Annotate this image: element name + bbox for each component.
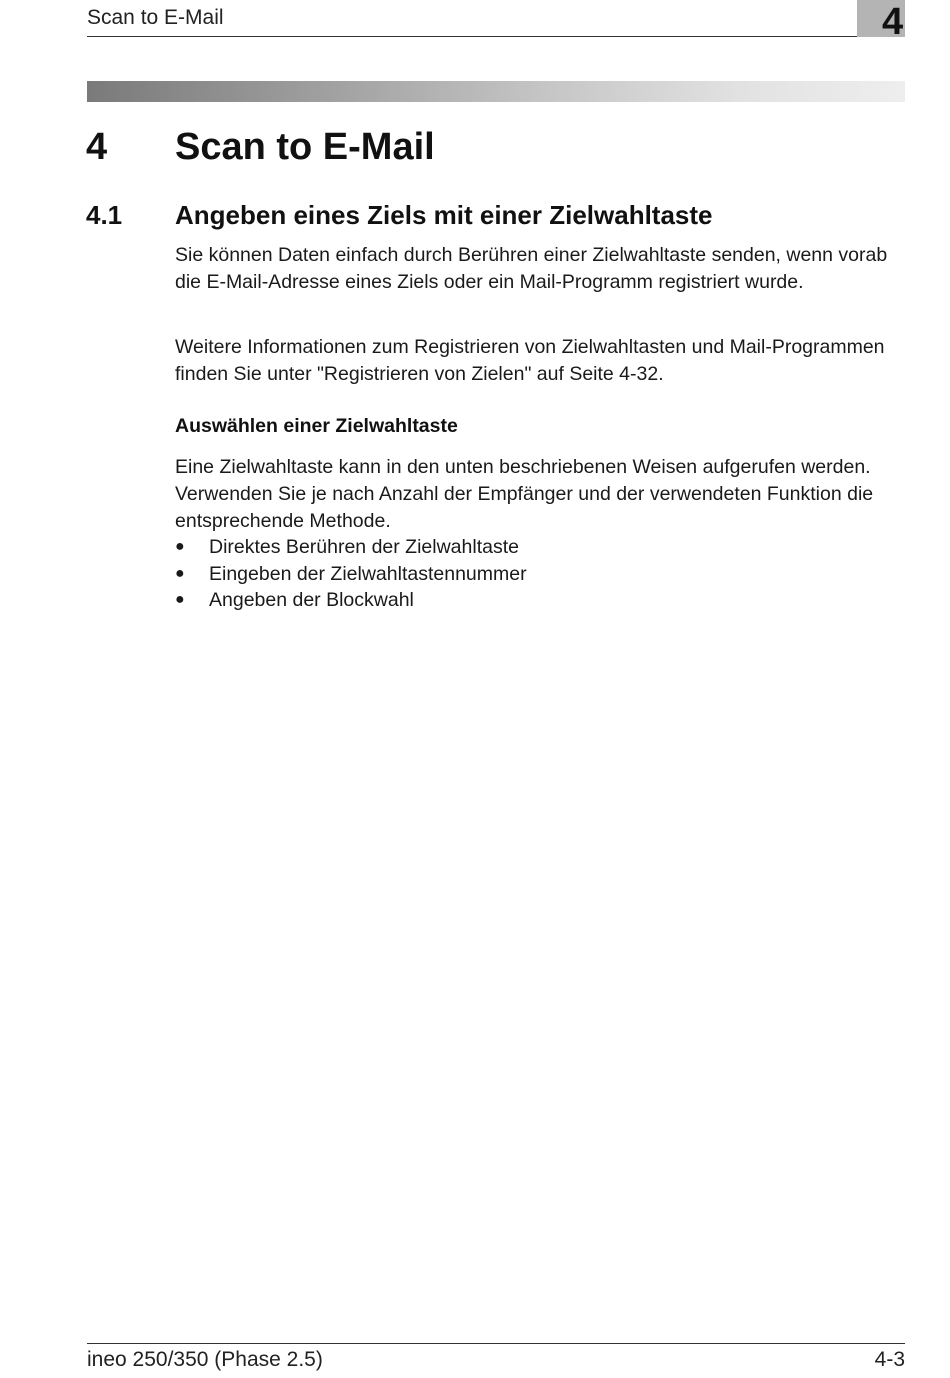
chapter-gradient-bar [87, 81, 905, 102]
list-item-text: Eingeben der Zielwahltastennummer [209, 562, 527, 585]
footer-product-name: ineo 250/350 (Phase 2.5) [87, 1348, 323, 1371]
list-item-text: Direktes Berühren der Zielwahltaste [209, 536, 519, 558]
chapter-tab-number: 4 [882, 1, 904, 43]
footer-page-number: 4-3 [874, 1348, 905, 1371]
intro-paragraph: Sie können Daten einfach durch Berühren einer Zielwahltaste senden, wenn vorab die E-Mail-Adresse eines Ziels oder ein Mail-Programm registriert wurde. [175, 244, 888, 293]
bullet-icon: ● [175, 538, 185, 555]
section-number: 4.1 [86, 200, 123, 230]
chapter-title [86, 124, 435, 170]
method-list [175, 534, 527, 614]
list-item [175, 561, 527, 588]
subsection-paragraph: Eine Zielwahltaste kann in den unten beschriebenen Weisen aufgerufen werden. Verwenden Sie je nach Anzahl der Empfänger und der verwendeten Funktion die entsprechende Methode. [175, 456, 874, 532]
list-item [175, 587, 527, 614]
running-header-title: Scan to E-Mail [87, 6, 224, 29]
subsection-heading: Auswählen einer Zielwahltaste [175, 415, 458, 437]
list-item [175, 534, 527, 561]
bullet-icon: ● [175, 591, 185, 608]
chapter-title-text: Scan to E-Mail [175, 126, 435, 168]
bullet-icon: ● [175, 564, 185, 582]
section-title-text: Angeben eines Ziels mit einer Zielwahltaste [175, 200, 713, 230]
section-title [86, 198, 713, 232]
list-item-text: Angeben der Blockwahl [209, 589, 414, 611]
chapter-number: 4 [86, 126, 108, 168]
reference-paragraph: Weitere Informationen zum Registrieren von Zielwahltasten und Mail-Programmen finden Sie unter "Registrieren von Zielen" auf Seite 4-32. [175, 336, 885, 385]
header-divider [87, 36, 857, 37]
footer-divider [87, 1343, 905, 1344]
